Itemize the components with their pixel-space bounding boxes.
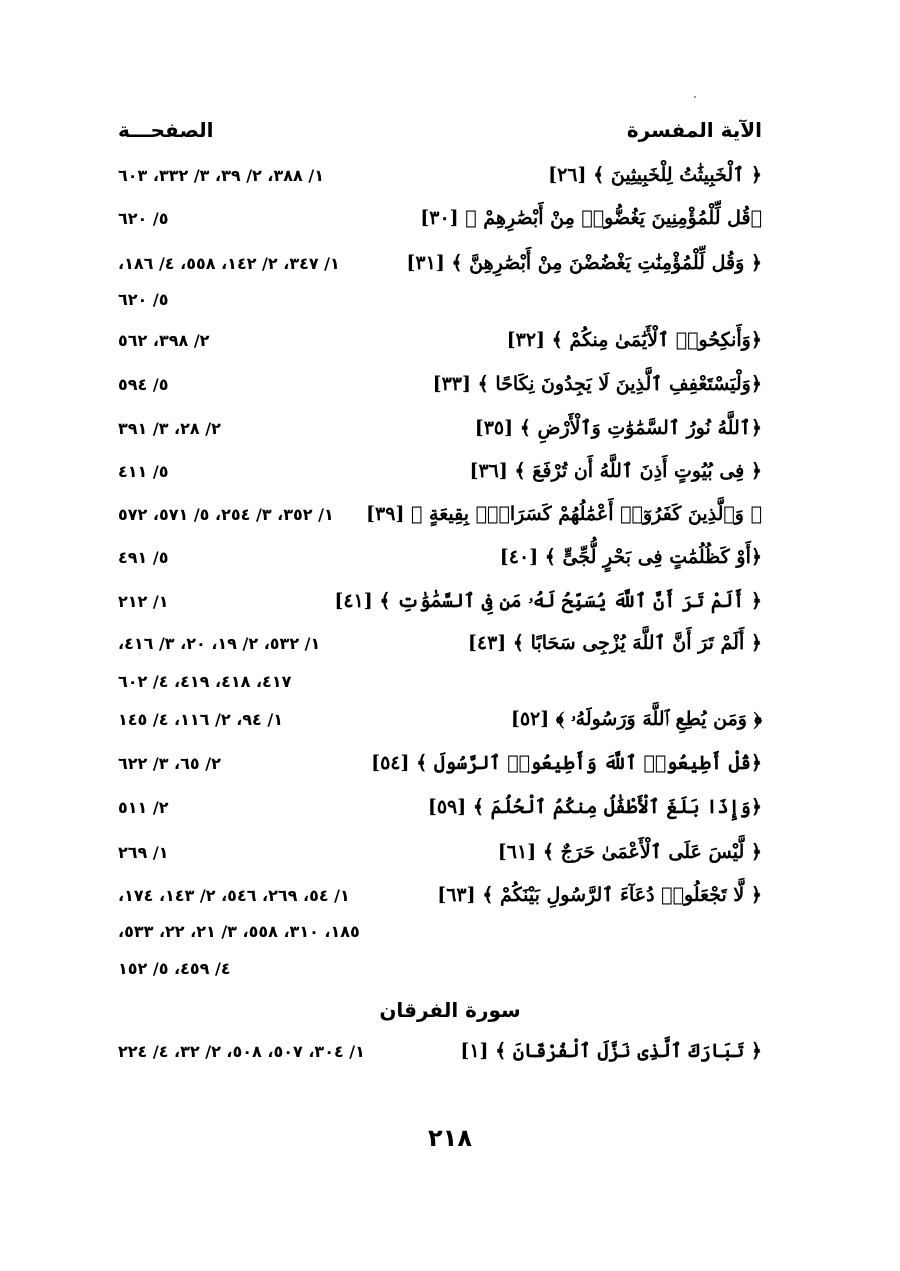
index-row [118,252,762,288]
index-row [118,1040,762,1076]
verse-text: ﴿ٱللَّهُ نُورُ ٱلسَّمَٰوَٰتِ وَٱلْأَرْضِ ﴾ [٣٥] [474,417,762,439]
page-refs: ٢/ ٢٨، ٣/ ٣٩١ [118,419,221,438]
scan-speck [694,96,696,98]
index-row [118,796,762,832]
verse-text: ﴿ أَلَمْ تَرَ أَنَّ ٱللَّهَ يُسَبِّحُ لَهُۥ مَن فِى ٱلسَّمَٰوَٰتِ ﴾ [٤١] [334,590,762,612]
page-refs: ١/ ٥٤، ٢٦٩، ٥٤٦، ٢/ ١٤٣، ١٧٤، [118,886,350,905]
verse-text: ﴿قُلْ أَطِيعُوا۟ ٱللَّهَ وَأَطِيعُوا۟ ٱلرَّسُولَ ﴾ [٥٤] [371,752,762,774]
verse-text: ﴿وَأَنكِحُوا۟ ٱلْأَيَٰمَىٰ مِنكُمْ ﴾ [٣٢] [506,329,762,351]
page-refs: ١/ ٣٤٧، ٢/ ١٤٢، ٥٥٨، ٤/ ١٨٦، [118,254,340,273]
page-number: ٢١٨ [428,1124,472,1152]
page-refs: ٥/ ٥٩٤ [118,375,169,394]
page-refs: ٥/ ٦٢٠ [118,209,169,228]
verse-text: ﴿ ٱلْخَبِيثَٰتُ لِلْخَبِيثِينَ ﴾ [٢٦] [548,164,762,186]
verse-text: ﴿وَإِذَا بَلَغَ ٱلْأَطْفَٰلُ مِنكُمُ ٱلْحُلُمَ ﴾ [٥٩] [427,796,762,818]
verse-text: ﴿ أَلَمْ تَرَ أَنَّ ٱللَّهَ يُزْجِى سَحَابًا ﴾ [٤٣] [467,632,762,654]
index-row [118,460,762,496]
index-row [118,590,762,626]
page-refs: ٢/ ٥١١ [118,798,169,817]
index-row [118,503,762,539]
index-row [118,329,762,365]
page-refs: ٥/ ٤١١ [118,462,169,481]
page-refs: ١/ ٥٣٢، ٢/ ١٩، ٢٠، ٣/ ٤١٦، [118,634,321,653]
page-refs: ٥/ ٤٩١ [118,548,169,567]
index-row [118,841,762,877]
page-refs: ١/ ٣٥٢، ٣/ ٢٥٤، ٥/ ٥٧١، ٥٧٢ [118,505,334,524]
page-refs: ١/ ٢١٢ [118,592,169,611]
verse-column-header: الآية المفسرة [626,118,762,142]
index-row [118,708,762,744]
verse-text: ﴿ وَٱلَّذِينَ كَفَرُوٓا۟ أَعْمَٰلُهُمْ كَسَرَابٍۭ بِقِيعَةٍ ﴾ [٣٩] [366,503,762,525]
verse-text: ﴿قُل لِّلْمُؤْمِنِينَ يَغُضُّوا۟ مِنْ أَبْصَٰرِهِمْ ﴾ [٣٠] [420,207,762,229]
verse-text: ﴿ وَمَن يُطِعِ ٱللَّهَ وَرَسُولَهُۥ ﴾ [٥٢] [510,708,762,730]
verse-text: ﴿ لَّا تَجْعَلُوا۟ دُعَآءَ ٱلرَّسُولِ بَيْنَكُمْ ﴾ [٦٣] [437,884,762,906]
verse-text: ﴿ فِى بُيُوتٍ أَذِنَ ٱللَّهُ أَن تُرْفَعَ ﴾ [٣٦] [469,460,762,482]
page-refs-continued: ٥/ ٦٢٠ [118,290,169,309]
page-refs-continued: ١٨٥، ٣١٠، ٥٥٨، ٣/ ٢١، ٢٢، ٥٣٣، [118,922,360,941]
page-refs: ١/ ٣٠٤، ٥٠٧، ٥٠٨، ٢/ ٣٢، ٤/ ٢٢٤ [118,1042,365,1061]
table-header [118,118,762,148]
verse-text: ﴿وَلْيَسْتَعْفِفِ ٱلَّذِينَ لَا يَجِدُونَ نِكَاحًا ﴾ [٣٣] [432,373,762,395]
surah-heading: سورة الفرقان [379,998,521,1022]
verse-text: ﴿ وَقُل لِّلْمُؤْمِنَٰتِ يَغْضُضْنَ مِنْ أَبْصَٰرِهِنَّ ﴾ [٣١] [406,252,762,274]
index-row [118,373,762,409]
index-row [118,546,762,582]
verse-text: ﴿ لَّيْسَ عَلَى ٱلْأَعْمَىٰ حَرَجٌ ﴾ [٦١] [497,841,762,863]
page-refs: ١/ ٩٤، ٢/ ١١٦، ٤/ ١٤٥ [118,710,283,729]
page-refs: ١/ ٣٨٨، ٢/ ٣٩، ٣/ ٣٣٢، ٦٠٣ [118,166,324,185]
index-row [118,417,762,453]
page-refs: ٢/ ٣٩٨، ٥٦٢ [118,331,210,350]
page-refs: ٢/ ٦٥، ٣/ ٦٢٢ [118,754,221,773]
verse-text: ﴿أَوْ كَظُلُمَٰتٍ فِى بَحْرٍ لُّجِّىٍّ ﴾ [٤٠] [499,546,762,568]
page-refs-continued: ٤/ ٤٥٩، ٥/ ١٥٢ [118,959,231,978]
index-row [118,884,762,920]
index-row [118,632,762,668]
verse-text: ﴿ تَبَارَكَ ٱلَّذِى نَزَّلَ ٱلْفُرْقَانَ ﴾ [١] [460,1040,762,1062]
page-refs-continued: ٤١٧، ٤١٨، ٤١٩، ٤/ ٦٠٢ [118,672,292,691]
index-row [118,207,762,243]
page-column-header: الصفحـــة [118,118,214,142]
index-row [118,164,762,200]
index-row [118,752,762,788]
page-refs: ١/ ٢٦٩ [118,843,169,862]
